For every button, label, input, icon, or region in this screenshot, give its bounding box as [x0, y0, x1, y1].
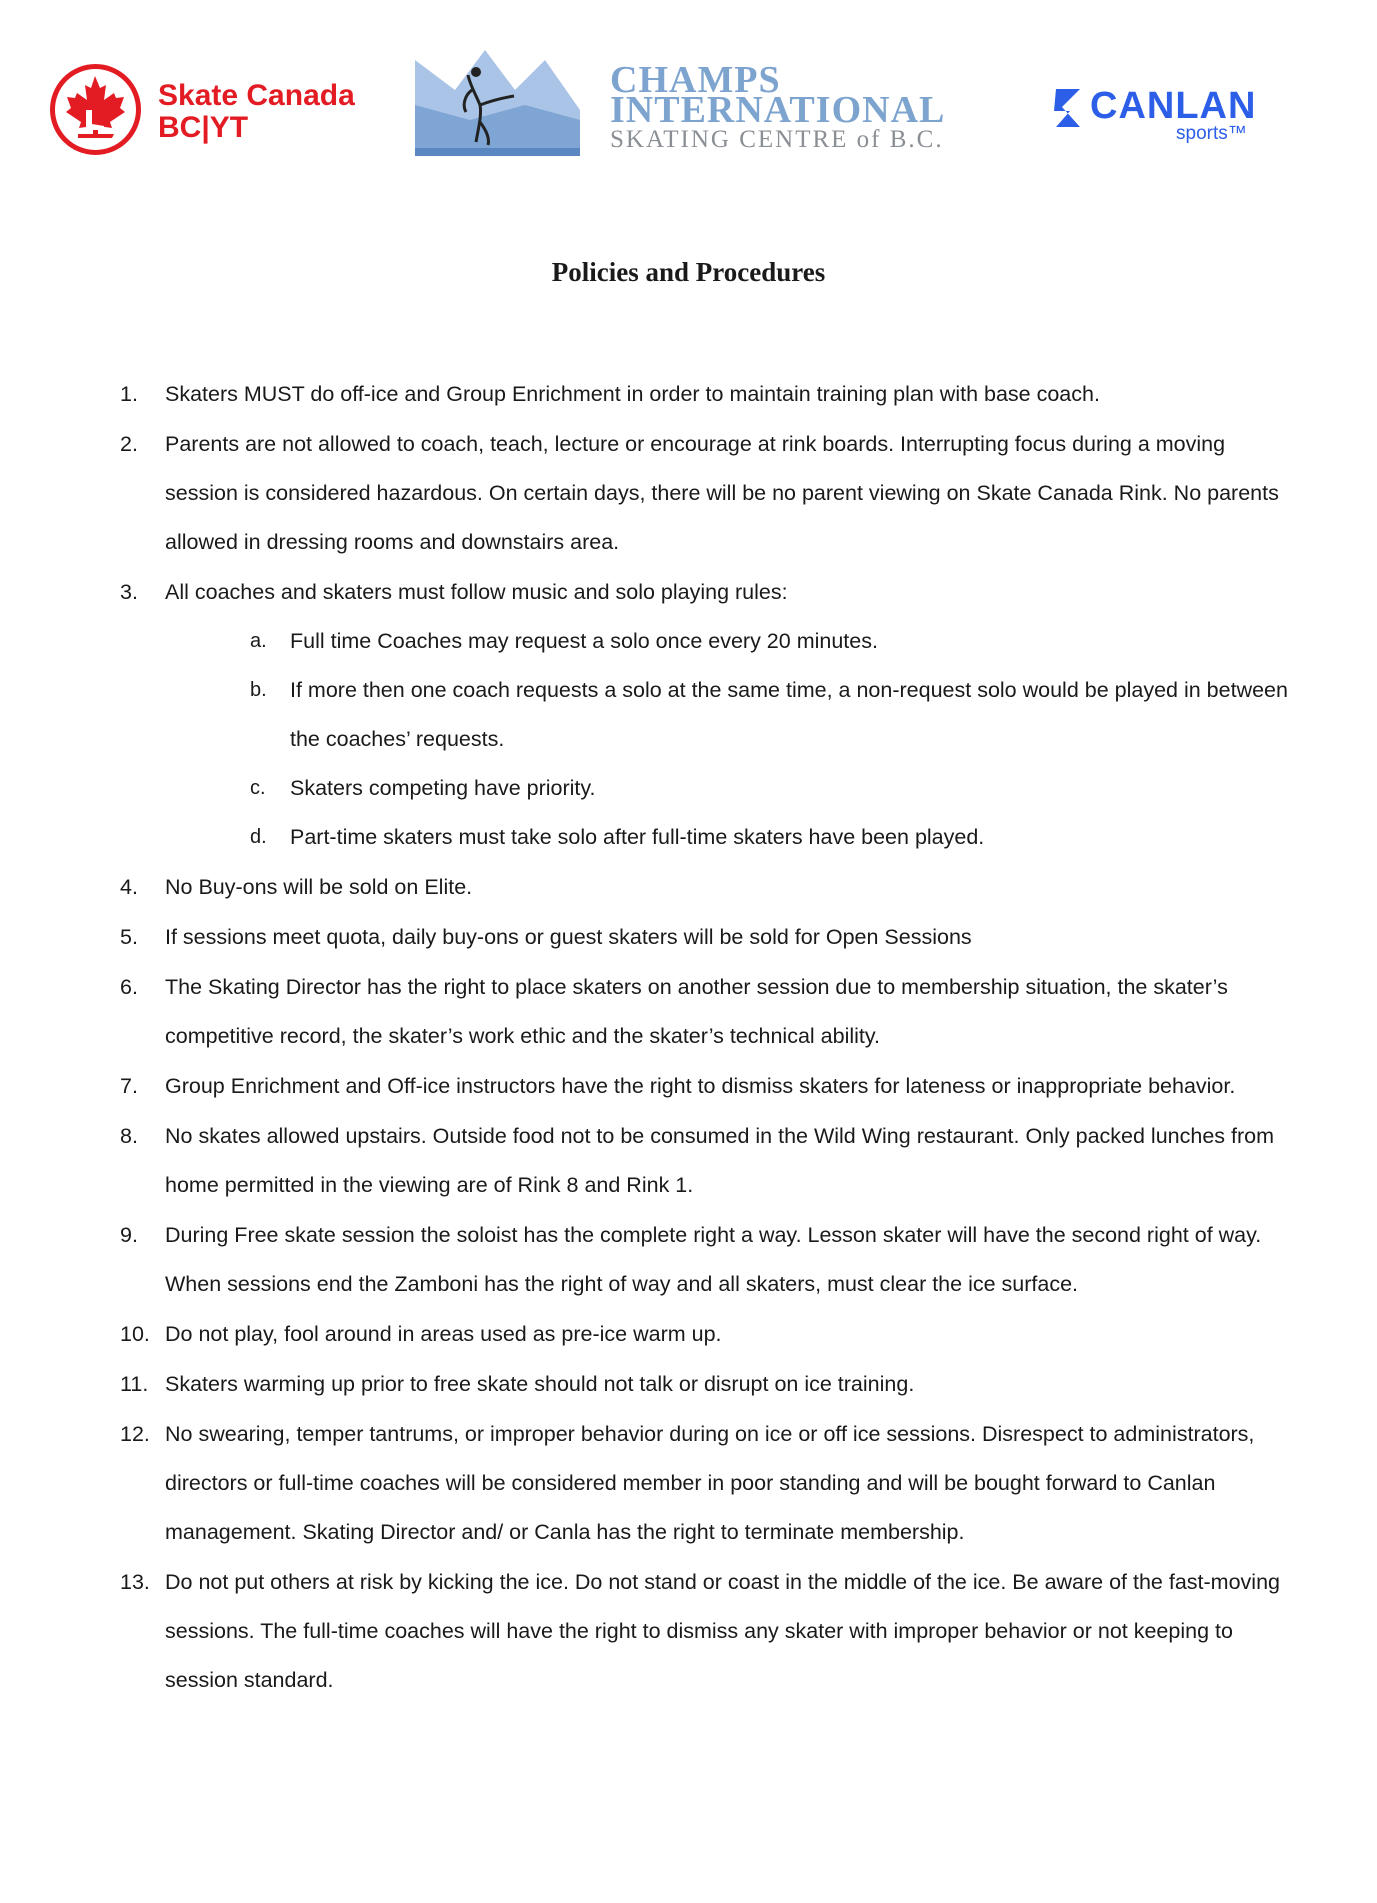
policy-item: [120, 913, 1300, 962]
policy-subitems: [165, 617, 1300, 862]
policy-text: Skaters MUST do off-ice and Group Enrichment in order to maintain training plan with base coach.: [165, 382, 1100, 406]
champs-wordmark: [610, 59, 946, 155]
canlan-name: CANLAN: [1090, 85, 1257, 127]
policy-number: 12.: [120, 1422, 150, 1446]
policy-text: If sessions meet quota, daily buy-ons or guest skaters will be sold for Open Sessions: [165, 925, 972, 949]
policy-item: [120, 1310, 1300, 1359]
policy-number: 5.: [120, 925, 138, 949]
policy-text: Skaters warming up prior to free skate should not talk or disrupt on ice training.: [165, 1372, 915, 1396]
policy-text: No swearing, temper tantrums, or improper behavior during on ice or off ice sessions. Disrespect to administrators, directors or full-time coaches will be considered member in poor standing and will be bought forward to Canlan management. Skating Director and/ or Canla has the right to terminate membership.: [165, 1422, 1255, 1544]
crown-skater-icon: [410, 50, 585, 160]
policy-item: [120, 1360, 1300, 1409]
policy-number: 1.: [120, 382, 138, 406]
page-title: Policies and Procedures: [551, 257, 826, 287]
subitem-letter: a.: [250, 630, 267, 652]
policy-item: [120, 420, 1300, 567]
canlan-logo: [1050, 85, 1270, 155]
policy-subitem: [165, 813, 1300, 862]
policy-text: No skates allowed upstairs. Outside food not to be consumed in the Wild Wing restaurant. Only packed lunches from home permitted in the viewing are of Rink 8 and Rink 1.: [165, 1124, 1275, 1197]
policy-text: All coaches and skaters must follow music and solo playing rules:: [165, 580, 788, 604]
policy-number: 9.: [120, 1223, 138, 1247]
policy-item: [120, 1062, 1300, 1111]
subitem-text: Skaters competing have priority.: [290, 776, 596, 800]
policy-text: Do not put others at risk by kicking the ice. Do not stand or coast in the middle of the ice. Be aware of the fast-moving sessions. The full-time coaches will have the right to dismiss any skater with improper behavior or not keeping to session standard.: [165, 1570, 1280, 1692]
skate-canada-line1: Skate Canada: [158, 79, 355, 112]
champs-logo: [410, 50, 970, 170]
policy-text: Do not play, fool around in areas used as pre-ice warm up.: [165, 1322, 722, 1346]
policy-number: 3.: [120, 580, 138, 604]
header-logos: [0, 50, 1377, 170]
policy-text: During Free skate session the soloist has the complete right a way. Lesson skater will have the second right of way. When sessions end the Zamboni has the right of way and all skaters, must clear the ice surface.: [165, 1223, 1262, 1296]
policy-item: [120, 1211, 1300, 1309]
skate-canada-line2: BC|YT: [158, 111, 249, 144]
policy-number: 2.: [120, 432, 138, 456]
policy-number: 4.: [120, 875, 138, 899]
policy-item: [120, 1558, 1300, 1705]
subitem-letter: b.: [250, 679, 267, 701]
policy-item: [120, 568, 1300, 862]
policy-item: [120, 370, 1300, 419]
maple-leaf-skate-icon: [48, 62, 143, 157]
subitem-letter: c.: [250, 777, 266, 799]
champs-line2: INTERNATIONAL: [610, 89, 946, 131]
policy-item: [120, 963, 1300, 1061]
subitem-text: If more then one coach requests a solo at the same time, a non-request solo would be played in between the coaches’ requests.: [290, 678, 1288, 751]
policy-subitem: [165, 617, 1300, 666]
skate-canada-logo: [48, 62, 368, 157]
policy-item: [120, 1112, 1300, 1210]
champs-line1: CHAMPS: [610, 59, 781, 101]
policy-item: [120, 1410, 1300, 1557]
canlan-sub: sports™: [1176, 123, 1247, 144]
champs-line3: SKATING CENTRE of B.C.: [610, 126, 944, 153]
policy-number: 7.: [120, 1074, 138, 1098]
policy-text: No Buy-ons will be sold on Elite.: [165, 875, 473, 899]
policy-subitem: [165, 666, 1300, 764]
policy-number: 11.: [120, 1372, 149, 1396]
policy-subitem: [165, 764, 1300, 813]
policy-text: Parents are not allowed to coach, teach, lecture or encourage at rink boards. Interrupting focus during a moving session is considered hazardous. On certain days, there will be no parent viewing on Skate Canada Rink. No parents allowed in dressing rooms and downstairs area.: [165, 432, 1279, 554]
subitem-text: Full time Coaches may request a solo once every 20 minutes.: [290, 629, 878, 653]
subitem-text: Part-time skaters must take solo after full-time skaters have been played.: [290, 825, 985, 849]
policy-number: 8.: [120, 1124, 138, 1148]
canlan-swoosh-icon: [1050, 87, 1084, 129]
policy-list: [120, 370, 1300, 1706]
policy-number: 6.: [120, 975, 138, 999]
policy-text: Group Enrichment and Off-ice instructors have the right to dismiss skaters for lateness or inappropriate behavior.: [165, 1074, 1236, 1098]
subitem-letter: d.: [250, 826, 267, 848]
policy-number: 13.: [120, 1570, 150, 1594]
policy-item: [120, 863, 1300, 912]
policy-number: 10.: [120, 1322, 150, 1346]
skate-canada-wordmark: [158, 80, 355, 144]
policy-text: The Skating Director has the right to place skaters on another session due to membership situation, the skater’s competitive record, the skater’s work ethic and the skater’s technical ability.: [165, 975, 1228, 1048]
